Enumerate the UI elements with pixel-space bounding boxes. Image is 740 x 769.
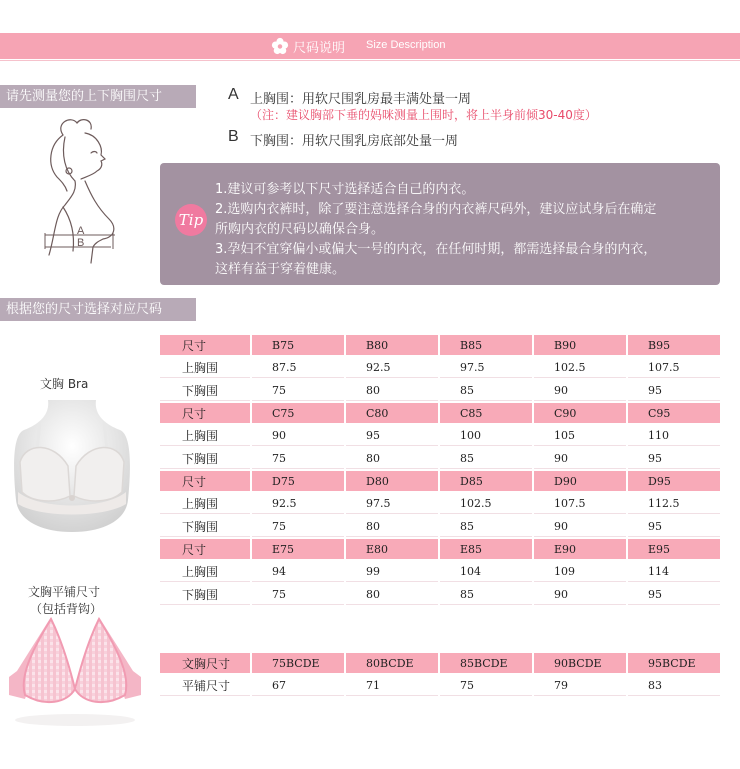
table-cell: 107.5 xyxy=(628,357,720,378)
table-row xyxy=(160,425,720,446)
table-cell: 79 xyxy=(534,675,626,696)
table-row xyxy=(160,448,720,469)
flat-size-table xyxy=(158,651,722,698)
tip-line: 2.选购内衣裤时，除了要注意选择合身的内衣裤尺码外，建议应试身后在确定 xyxy=(215,202,657,217)
table-cell: 90BCDE xyxy=(534,653,626,673)
table-row xyxy=(160,516,720,537)
table-row xyxy=(160,357,720,378)
table-cell: 71 xyxy=(346,675,438,696)
table-cell: 尺寸 xyxy=(160,335,250,355)
table-cell: 文胸尺寸 xyxy=(160,653,250,673)
table-cell: D90 xyxy=(534,471,626,491)
table-cell: 75 xyxy=(252,584,344,605)
table-cell: 90 xyxy=(534,584,626,605)
table-cell: 平铺尺寸 xyxy=(160,675,250,696)
tip-line: 这样有益于穿着健康。 xyxy=(215,262,346,277)
page-subtitle: Size Description xyxy=(366,39,446,51)
table-cell: 75 xyxy=(252,448,344,469)
table-cell: D75 xyxy=(252,471,344,491)
table-cell: 80 xyxy=(346,516,438,537)
table-cell: 85 xyxy=(440,516,532,537)
table-cell: C90 xyxy=(534,403,626,423)
table-cell: 105 xyxy=(534,425,626,446)
table-cell: 尺寸 xyxy=(160,539,250,559)
table-cell: 87.5 xyxy=(252,357,344,378)
table-cell: 92.5 xyxy=(252,493,344,514)
table-cell: 上胸围 xyxy=(160,425,250,446)
table-row xyxy=(160,335,720,355)
table-cell: B75 xyxy=(252,335,344,355)
table-cell: 85 xyxy=(440,584,532,605)
bra-label: 文胸 Bra xyxy=(40,377,89,391)
table-cell: E80 xyxy=(346,539,438,559)
table-cell: 99 xyxy=(346,561,438,582)
table-cell: 114 xyxy=(628,561,720,582)
table-cell: 75 xyxy=(440,675,532,696)
flower-icon xyxy=(271,37,289,55)
table-row xyxy=(160,471,720,491)
table-cell: 102.5 xyxy=(534,357,626,378)
table-cell: 95 xyxy=(628,380,720,401)
table-cell: D80 xyxy=(346,471,438,491)
page-title: 尺码说明 xyxy=(293,41,346,56)
table-cell: 110 xyxy=(628,425,720,446)
table-cell: C95 xyxy=(628,403,720,423)
table-cell: 104 xyxy=(440,561,532,582)
table-cell: B85 xyxy=(440,335,532,355)
table-cell: 上胸围 xyxy=(160,357,250,378)
table-cell: 100 xyxy=(440,425,532,446)
table-cell: B95 xyxy=(628,335,720,355)
tip-line: 1.建议可参考以下尺寸选择适合自己的内衣。 xyxy=(215,182,475,197)
table-cell: E75 xyxy=(252,539,344,559)
figure-label-b: B xyxy=(77,237,85,249)
table-cell: D85 xyxy=(440,471,532,491)
table-cell: 下胸围 xyxy=(160,516,250,537)
table-cell: 95 xyxy=(628,448,720,469)
table-cell: C85 xyxy=(440,403,532,423)
table-cell: E95 xyxy=(628,539,720,559)
table-cell: B80 xyxy=(346,335,438,355)
flat-label-1: 文胸平铺尺寸 xyxy=(28,585,101,599)
table-cell: C75 xyxy=(252,403,344,423)
size-table xyxy=(158,333,722,607)
table-cell: 95 xyxy=(346,425,438,446)
table-row xyxy=(160,653,720,673)
table-cell: E90 xyxy=(534,539,626,559)
table-cell: 83 xyxy=(628,675,720,696)
table-row xyxy=(160,539,720,559)
table-cell: 80 xyxy=(346,380,438,401)
a-letter: A xyxy=(228,86,239,103)
table-cell: 67 xyxy=(252,675,344,696)
table-cell: 下胸围 xyxy=(160,448,250,469)
table-cell: 90 xyxy=(534,448,626,469)
a-note: （注：建议胸部下垂的妈咪测量上围时，将上半身前倾30-40度） xyxy=(250,108,597,122)
tip-badge: Tip xyxy=(175,204,207,236)
table-cell: 107.5 xyxy=(534,493,626,514)
table-cell: E85 xyxy=(440,539,532,559)
table-cell: 上胸围 xyxy=(160,561,250,582)
table-cell: 112.5 xyxy=(628,493,720,514)
table-cell: 下胸围 xyxy=(160,380,250,401)
table-cell: 75 xyxy=(252,380,344,401)
size-section-label: 根据您的尺寸选择对应尺码 xyxy=(0,298,196,321)
header-divider xyxy=(0,60,740,61)
table-cell: 109 xyxy=(534,561,626,582)
flat-bra-photo xyxy=(5,615,145,730)
table-cell: 尺寸 xyxy=(160,403,250,423)
table-cell: 80 xyxy=(346,584,438,605)
table-row xyxy=(160,561,720,582)
table-cell: 75BCDE xyxy=(252,653,344,673)
b-description: 下胸围：用软尺围乳房底部处量一周 xyxy=(250,134,459,149)
table-cell: B90 xyxy=(534,335,626,355)
table-cell: D95 xyxy=(628,471,720,491)
header-bar xyxy=(0,33,740,59)
table-row xyxy=(160,493,720,514)
table-row xyxy=(160,584,720,605)
table-cell: 92.5 xyxy=(346,357,438,378)
measure-section-label: 请先测量您的上下胸围尺寸 xyxy=(0,85,196,108)
a-description: 上胸围：用软尺围乳房最丰满处量一周 xyxy=(250,92,472,107)
table-cell: 102.5 xyxy=(440,493,532,514)
table-row xyxy=(160,380,720,401)
table-cell: 90 xyxy=(534,380,626,401)
table-cell: 95 xyxy=(628,516,720,537)
table-cell: 上胸围 xyxy=(160,493,250,514)
table-cell: 80 xyxy=(346,448,438,469)
table-cell: C80 xyxy=(346,403,438,423)
table-cell: 85 xyxy=(440,448,532,469)
table-cell: 97.5 xyxy=(440,357,532,378)
table-cell: 95 xyxy=(628,584,720,605)
tip-line: 所购内衣的尺码以确保合身。 xyxy=(215,222,385,237)
table-cell: 85 xyxy=(440,380,532,401)
figure-label-a: A xyxy=(77,225,85,237)
body-measurement-figure xyxy=(25,115,135,265)
b-letter: B xyxy=(228,128,239,145)
table-cell: 85BCDE xyxy=(440,653,532,673)
tip-box xyxy=(160,163,720,285)
table-cell: 下胸围 xyxy=(160,584,250,605)
table-cell: 90 xyxy=(534,516,626,537)
bra-photo xyxy=(10,400,135,535)
table-row xyxy=(160,675,720,696)
table-cell: 75 xyxy=(252,516,344,537)
table-cell: 尺寸 xyxy=(160,471,250,491)
table-cell: 80BCDE xyxy=(346,653,438,673)
table-cell: 97.5 xyxy=(346,493,438,514)
table-cell: 90 xyxy=(252,425,344,446)
flat-label-2: （包括背钩） xyxy=(30,602,103,616)
table-row xyxy=(160,403,720,423)
table-cell: 94 xyxy=(252,561,344,582)
table-cell: 95BCDE xyxy=(628,653,720,673)
tip-line: 3.孕妇不宜穿偏小或偏大一号的内衣，在任何时期，都需选择最合身的内衣， xyxy=(215,242,657,257)
